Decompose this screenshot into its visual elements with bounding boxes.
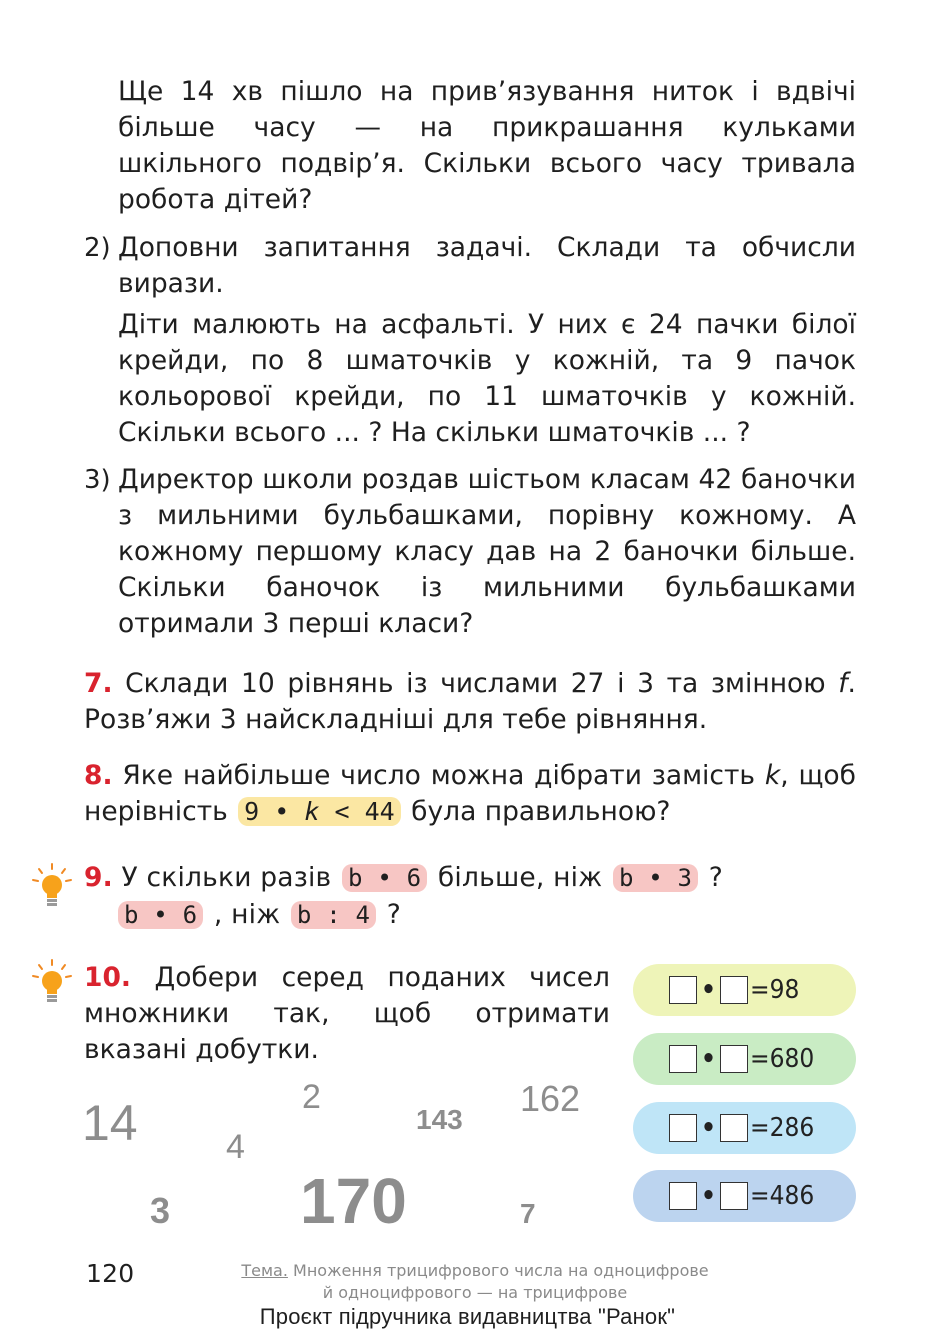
topic-label: Тема. — [241, 1261, 288, 1280]
item-2-problem: Діти малюють на асфальті. У них є 24 пачки білої крейди, по 8 шматочків у кожній, та 9 пачок кольорової крейди, по 11 шматочків у кожній. Скільки всього ... ? На скільки шматочків ... ? — [118, 309, 856, 448]
item-3-problem: Директор школи роздав шістьом класам 42 баночки з мильними бульбашками, порівну кожному. А кожному першому класу дав на 2 баночки більше. Скільки баночок із мильними бульбашками отримали 3 перші класи? — [118, 464, 856, 639]
task-7 — [84, 666, 856, 738]
number-option: 170 — [300, 1165, 407, 1237]
task-9-text-a: У скільки разів — [112, 862, 341, 893]
product-pill-286: • =286 — [633, 1102, 856, 1154]
task-9-expr-1: b • 6 — [342, 864, 427, 892]
task-8-text-c: була правильною? — [402, 796, 671, 827]
problem-1-continuation: Ще 14 хв пішло на прив’язування ниток і вдвічі більше часу — на прикрашання кульками шкільного подвір’я. Скільки всього часу тривала робота дітей? — [118, 76, 856, 215]
page-number: 120 — [86, 1259, 135, 1288]
task-9-expr-2: b • 3 — [613, 864, 698, 892]
product-value: =680 — [749, 1044, 815, 1074]
task-10-number: 10. — [84, 962, 131, 993]
task-9-text-d: , ніж — [205, 899, 289, 930]
task-7-text-a: Склади 10 рівнянь із числами 27 і 3 та змінною — [125, 668, 839, 699]
task-9 — [84, 860, 864, 896]
product-pill-98: • =98 — [633, 964, 856, 1016]
task-9-text-e: ? — [378, 899, 402, 930]
item-2-instruction: Доповни запитання задачі. Склади та обчисли вирази. — [118, 232, 856, 299]
task-9-expr-4: b : 4 — [291, 901, 376, 929]
answer-box[interactable] — [669, 1114, 697, 1142]
product-pill-680: • =680 — [633, 1033, 856, 1085]
task-8-inequality: 9 • k < 44 — [238, 797, 401, 826]
task-9-expr-3: b • 6 — [118, 901, 203, 929]
task-9-text-b: більше, ніж — [429, 862, 611, 893]
task-8-text-a: Яке найбільше число можна дібрати замість — [122, 760, 765, 791]
product-value: =286 — [749, 1113, 815, 1143]
project-note: Проєкт підручника видавництва "Ранок" — [259, 1304, 676, 1329]
task-9-line-2 — [116, 897, 716, 933]
number-option: 14 — [82, 1095, 138, 1151]
task-10-text: Добери серед поданих чисел множники так, щоб отримати вказані добутки. — [84, 962, 610, 1065]
lightbulb-icon — [30, 958, 74, 1008]
answer-box[interactable] — [720, 976, 748, 1004]
item-2-marker: 2) — [84, 233, 111, 263]
number-option: 7 — [520, 1198, 536, 1229]
task-9-text-c: ? — [700, 862, 724, 893]
number-option: 3 — [150, 1190, 171, 1231]
number-option: 143 — [416, 1104, 463, 1135]
topic-line-2: й одноцифрового — на трицифрове — [322, 1283, 628, 1302]
product-value: =486 — [749, 1181, 815, 1211]
task-8 — [84, 758, 856, 830]
task-10 — [84, 960, 610, 1068]
product-pill-486: • =486 — [633, 1170, 856, 1222]
task-8-text-b: , щоб нерівність — [84, 760, 856, 827]
task-7-text-b: . Розв’яжи 3 найскладніші для тебе рівняння. — [84, 668, 856, 735]
number-option: 162 — [520, 1078, 581, 1119]
answer-box[interactable] — [720, 1114, 748, 1142]
task-7-number: 7. — [84, 668, 113, 699]
answer-box[interactable] — [720, 1045, 748, 1073]
product-value: =98 — [749, 975, 800, 1005]
task-9-number: 9. — [84, 862, 113, 893]
topic-line-1 — [200, 1260, 750, 1282]
answer-box[interactable] — [720, 1182, 748, 1210]
answer-box[interactable] — [669, 1045, 697, 1073]
topic-text-1: Множення трицифрового числа на одноцифрове — [287, 1261, 709, 1280]
answer-box[interactable] — [669, 976, 697, 1004]
task-7-variable: f — [838, 668, 848, 699]
number-option: 4 — [226, 1128, 245, 1166]
task-8-variable: k — [764, 760, 781, 791]
item-3-marker: 3) — [84, 465, 111, 495]
number-option: 2 — [302, 1078, 321, 1116]
lightbulb-icon — [30, 862, 74, 912]
answer-box[interactable] — [669, 1182, 697, 1210]
task-8-number: 8. — [84, 760, 113, 791]
